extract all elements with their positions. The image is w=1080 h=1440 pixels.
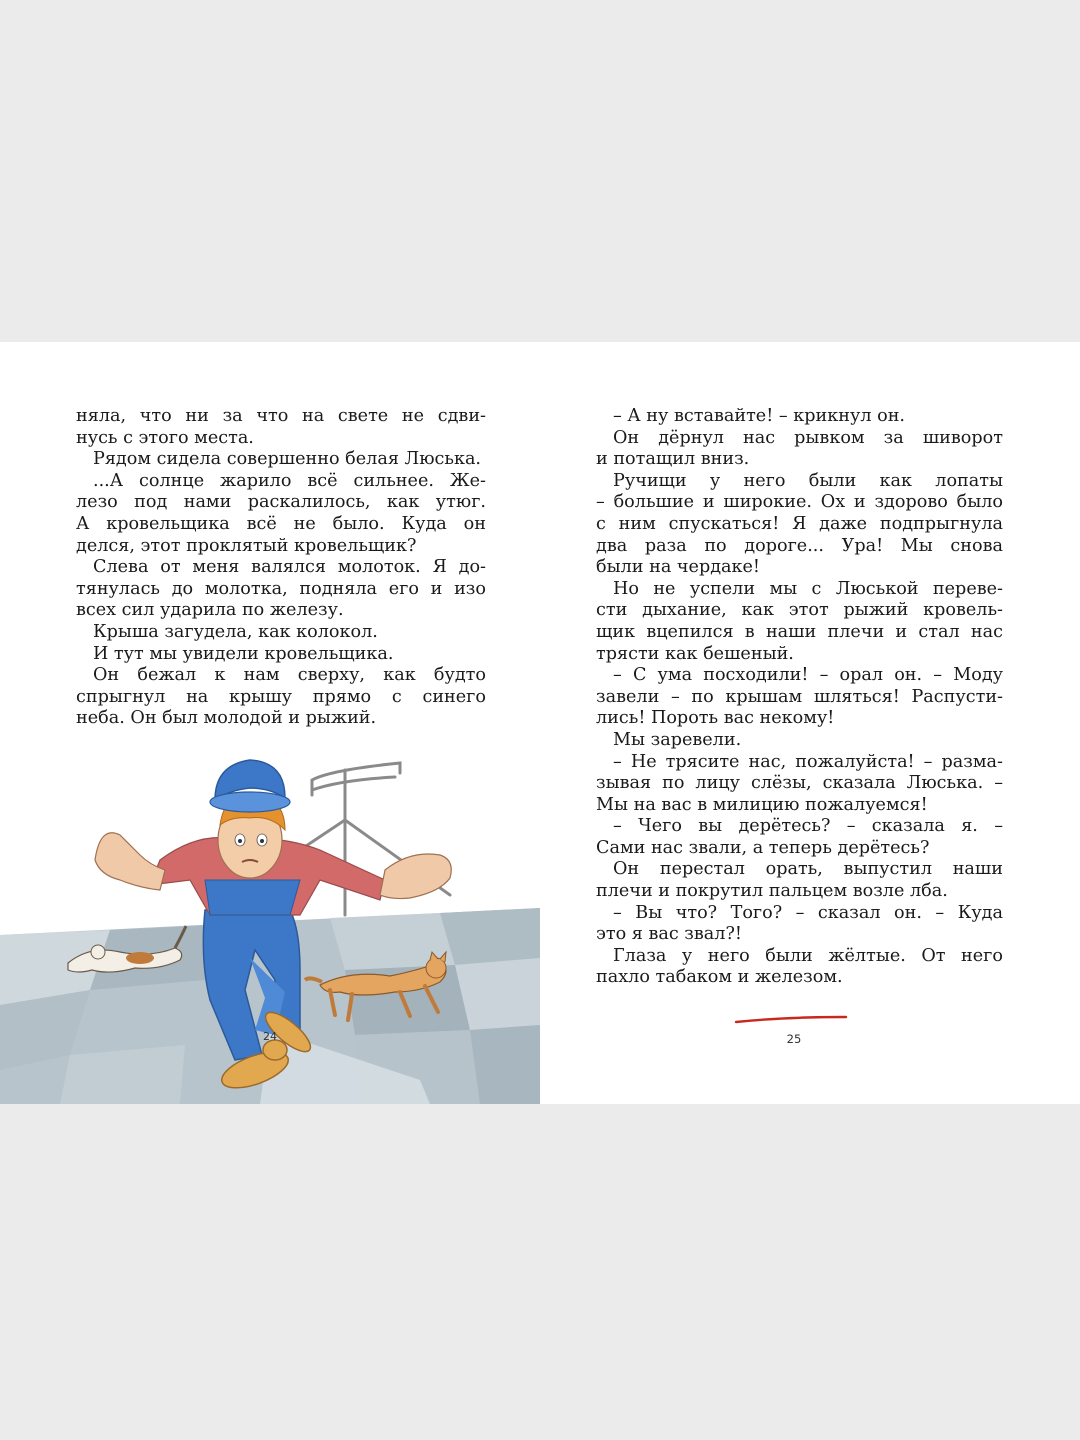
roofer-illustration [0, 730, 540, 1104]
text-line: – Не трясите нас, пожалуйста! – разма- [613, 751, 1003, 772]
text-line: Глаза у него были жёлтые. От него [613, 945, 1003, 966]
text-line: Крыша загудела, как колокол. [93, 621, 378, 642]
text-line: Он дёрнул нас рывком за шиворот [613, 427, 1003, 448]
text-line: Он бежал к нам сверху, как будто [93, 665, 486, 686]
text-line: няла, что ни за что на свете не сдви- [76, 406, 486, 426]
text-line: сти дыхание, как этот рыжий кровель- [596, 600, 1003, 621]
illustration-page-number: 24 [263, 1030, 277, 1043]
text-line: – А ну вставайте! – крикнул он. [613, 406, 906, 426]
text-line: Рядом сидела совершенно белая Люська. [93, 449, 482, 470]
text-line: – большие и широкие. Ох и здорово было [596, 492, 1003, 513]
text-line: Мы на вас в милицию пожалуемся! [596, 794, 928, 815]
text-line: И тут мы увидели кровельщика. [93, 643, 394, 664]
text-line: это я вас звал?! [596, 924, 742, 945]
text-line: плечи и покрутил пальцем возле лба. [596, 881, 948, 902]
text-line: лись! Пороть вас некому! [596, 708, 835, 729]
text-line: неба. Он был молодой и рыжий. [76, 708, 377, 729]
left-page [0, 342, 540, 1104]
text-line: Он перестал орать, выпустил наши [613, 859, 1003, 880]
text-line: зывая по лицу слёзы, сказала Люська. – [596, 773, 1003, 794]
text-line: Мы заревели. [613, 729, 742, 750]
left-page-text [76, 406, 486, 730]
text-line: Ручищи у него были как лопаты [613, 470, 1003, 491]
text-line: Слева от меня валялся молоток. Я до- [93, 557, 486, 578]
text-line: два раза по дороге... Ура! Мы снова [596, 535, 1003, 556]
text-line: тянулась до молотка, подняла его и изо [76, 578, 486, 599]
text-line: ...А солнце жарило всё сильнее. Же- [93, 470, 486, 491]
text-line: А кровельщика всё не было. Куда он [76, 513, 486, 534]
text-line: лезо под нами раскалилось, как утюг. [76, 492, 486, 513]
right-page-text [596, 406, 1003, 989]
text-line: всех сил ударила по железу. [76, 600, 344, 621]
text-line: были на чердаке! [596, 557, 761, 578]
text-line: щик вцепился в наши плечи и стал нас [596, 621, 1003, 642]
page-number-accent-stroke [734, 1015, 848, 1025]
text-line: с ним спускаться! Я даже подпрыгнула [596, 513, 1003, 534]
text-line: – С ума посходили! – орал он. – Моду [613, 665, 1003, 686]
text-line: – Чего вы дерётесь? – сказала я. – [613, 816, 1003, 837]
text-line: завели – по крышам шляться! Распусти- [596, 686, 1003, 707]
page-number: 25 [786, 1032, 802, 1046]
text-line: делся, этот проклятый кровельщик? [76, 535, 417, 556]
text-line: нусь с этого места. [76, 427, 254, 448]
text-line: – Вы что? Того? – сказал он. – Куда [613, 902, 1003, 923]
text-line: Но не успели мы с Люськой переве- [613, 578, 1003, 599]
book-spread [0, 342, 1080, 1104]
text-line: Сами нас звали, а теперь дерётесь? [596, 837, 930, 858]
text-line: трясти как бешеный. [596, 643, 794, 664]
text-line: спрыгнул на крышу прямо с синего [76, 686, 486, 707]
right-page [540, 342, 1080, 1104]
text-line: и потащил вниз. [596, 449, 750, 470]
text-line: пахло табаком и железом. [596, 967, 843, 988]
